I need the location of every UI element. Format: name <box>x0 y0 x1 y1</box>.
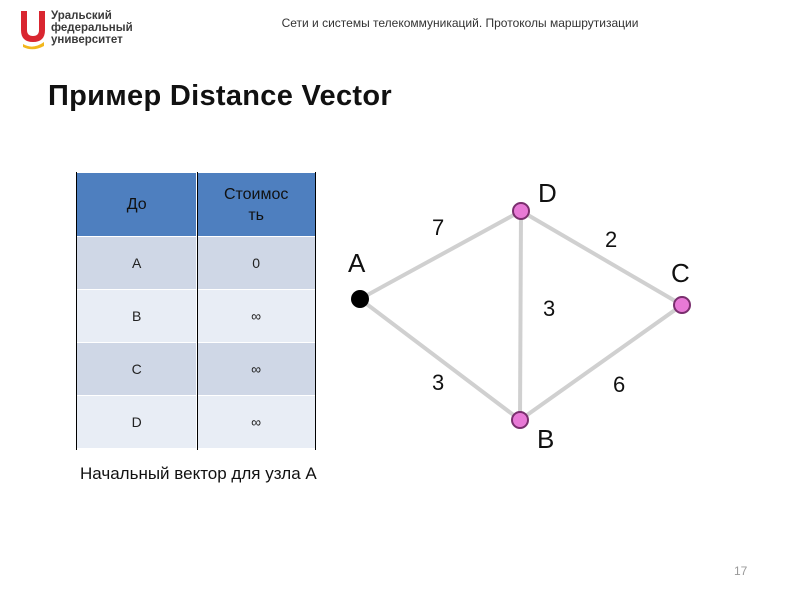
cell-cost: ∞ <box>197 290 316 343</box>
table-header-row <box>77 173 316 237</box>
table-row <box>77 290 316 343</box>
logo-line-1: Уральский <box>51 10 112 22</box>
table-row <box>77 237 316 290</box>
edge-a-b <box>360 299 520 420</box>
edge-cost-b-c: 6 <box>613 372 626 397</box>
node-label-d: D <box>538 178 557 208</box>
table-caption: Начальный вектор для узла A <box>80 464 317 483</box>
node-a <box>351 290 369 308</box>
edge-d-c <box>521 211 682 305</box>
node-d <box>513 203 529 219</box>
cost-header-line-1: Стоимос <box>223 185 289 203</box>
logo-line-2: федеральный <box>51 22 133 34</box>
column-header-to: До <box>77 173 197 237</box>
logo-mark-red <box>21 11 45 42</box>
slide-header: Сети и системы телекоммуникаций. Протоколы маршрутизации <box>281 16 639 30</box>
cell-to: A <box>77 237 197 290</box>
edge-cost-a-d: 7 <box>432 215 445 240</box>
edge-cost-a-b: 3 <box>432 370 445 395</box>
cell-cost: ∞ <box>197 343 316 396</box>
cell-to: D <box>77 396 197 449</box>
edge-cost-d-b: 3 <box>543 296 556 321</box>
node-label-b: B <box>537 424 555 454</box>
cell-cost: 0 <box>197 237 316 290</box>
edge-b-c <box>520 305 682 420</box>
urfu-logo-icon <box>18 8 48 50</box>
table-row <box>77 343 316 396</box>
node-c <box>674 297 690 313</box>
cost-header-line-2: ть <box>248 206 264 224</box>
edge-cost-d-c: 2 <box>605 227 618 252</box>
edge-d-b <box>520 211 521 420</box>
table-row <box>77 396 316 449</box>
logo-mark-yellow <box>23 42 44 49</box>
cell-to: B <box>77 290 197 343</box>
university-logo <box>18 8 188 50</box>
column-header-cost <box>197 173 316 237</box>
distance-vector-table <box>76 172 316 449</box>
cell-to: C <box>77 343 197 396</box>
logo-text <box>51 10 133 46</box>
network-graph <box>320 160 760 460</box>
slide-title: Пример Distance Vector <box>48 80 392 112</box>
cell-cost: ∞ <box>197 396 316 449</box>
node-label-c: C <box>671 258 690 288</box>
node-label-a: A <box>348 248 366 278</box>
slide-number: 17 <box>734 564 748 578</box>
logo-line-3: университет <box>51 34 123 46</box>
node-b <box>512 412 528 428</box>
